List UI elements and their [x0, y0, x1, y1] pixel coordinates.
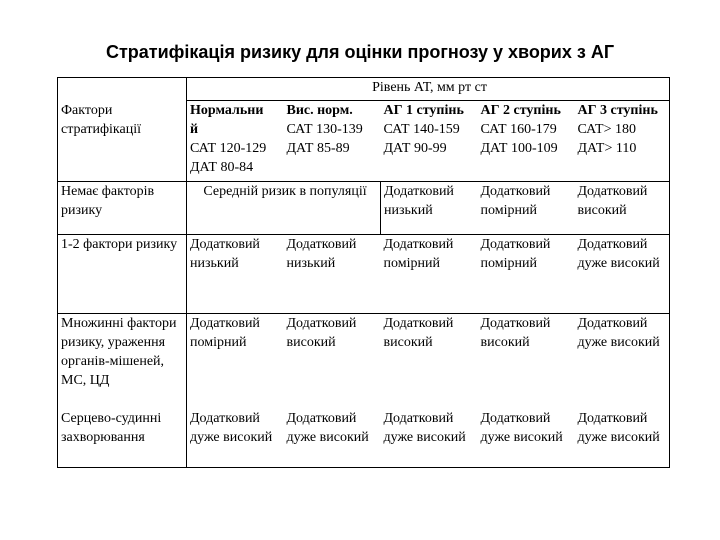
factor-cell: Серцево-судинні захворювання — [58, 409, 187, 468]
column-header-line: ДАТ 80-84 — [190, 160, 254, 175]
table-cell: Додатковий дуже високий — [575, 409, 670, 468]
column-header-line: САТ 120-129 — [190, 141, 267, 156]
column-header-line: Вис. норм. — [286, 103, 353, 118]
column-header-line: ДАТ> 110 — [577, 141, 637, 156]
column-header-line: Нормальни — [190, 103, 264, 118]
column-header-line: АГ 3 ступінь — [577, 103, 658, 118]
table-cell: Додатковий помірний — [187, 314, 284, 410]
table-cell: Додатковий низький — [381, 182, 478, 235]
table-cell: Додатковий помірний — [381, 235, 478, 314]
table-columns-row — [58, 101, 670, 182]
bp-level-header-text: Рівень АТ, мм рт ст — [372, 80, 487, 95]
table-cell: Додатковий дуже високий — [478, 409, 575, 468]
table-cell: Додатковий низький — [284, 235, 381, 314]
page-title: Стратифікація ризику для оцінки прогнозу у хворих з АГ — [105, 42, 615, 62]
table-cell: Додатковий дуже високий — [575, 235, 670, 314]
risk-stratification-table — [57, 77, 670, 468]
table-cell: Додатковий дуже високий — [381, 409, 478, 468]
table-header-row — [58, 78, 670, 101]
column-header-normal — [187, 101, 284, 182]
column-header-line: ДАТ 100-109 — [480, 141, 558, 156]
table-cell: Додатковий високий — [478, 314, 575, 410]
table-cell: Додатковий високий — [284, 314, 381, 410]
column-header-line: САТ 140-159 — [383, 122, 460, 137]
table-cell: Додатковий помірний — [478, 182, 575, 235]
column-header-line: ДАТ 85-89 — [286, 141, 350, 156]
table-cell: Додатковий низький — [187, 235, 284, 314]
table-cell: Додатковий високий — [575, 182, 670, 235]
column-header-line: САТ 160-179 — [480, 122, 557, 137]
column-header-grade-3 — [575, 101, 670, 182]
table-cell: Додатковий дуже високий — [575, 314, 670, 410]
column-header-high-normal — [284, 101, 381, 182]
bp-level-header — [187, 78, 670, 101]
table-cell: Додатковий високий — [381, 314, 478, 410]
factor-cell: Множинні фактори ризику, ураження органів-мішеней, МС, ЦД — [58, 314, 187, 410]
header-corner-cell — [58, 78, 187, 101]
factor-cell: Немає факторів ризику — [58, 182, 187, 235]
column-header-line: АГ 1 ступінь — [383, 103, 464, 118]
column-header-grade-2 — [478, 101, 575, 182]
table-cell: Додатковий дуже високий — [187, 409, 284, 468]
table-row — [58, 409, 670, 468]
column-header-line: САТ 130-139 — [286, 122, 363, 137]
column-header-grade-1 — [381, 101, 478, 182]
table-cell: Середній ризик в популяції — [187, 182, 381, 235]
table-row — [58, 235, 670, 314]
column-header-line: й — [190, 122, 199, 137]
factor-header — [58, 101, 187, 182]
column-header-line: ДАТ 90-99 — [383, 141, 447, 156]
table-row — [58, 314, 670, 410]
column-header-line: САТ> 180 — [577, 122, 636, 137]
factor-header-text: Фактори стратифікації — [61, 102, 142, 137]
table-row — [58, 182, 670, 235]
table-cell: Додатковий дуже високий — [284, 409, 381, 468]
table-cell: Додатковий помірний — [478, 235, 575, 314]
column-header-line: АГ 2 ступінь — [480, 103, 561, 118]
factor-cell: 1-2 фактори ризику — [58, 235, 187, 314]
